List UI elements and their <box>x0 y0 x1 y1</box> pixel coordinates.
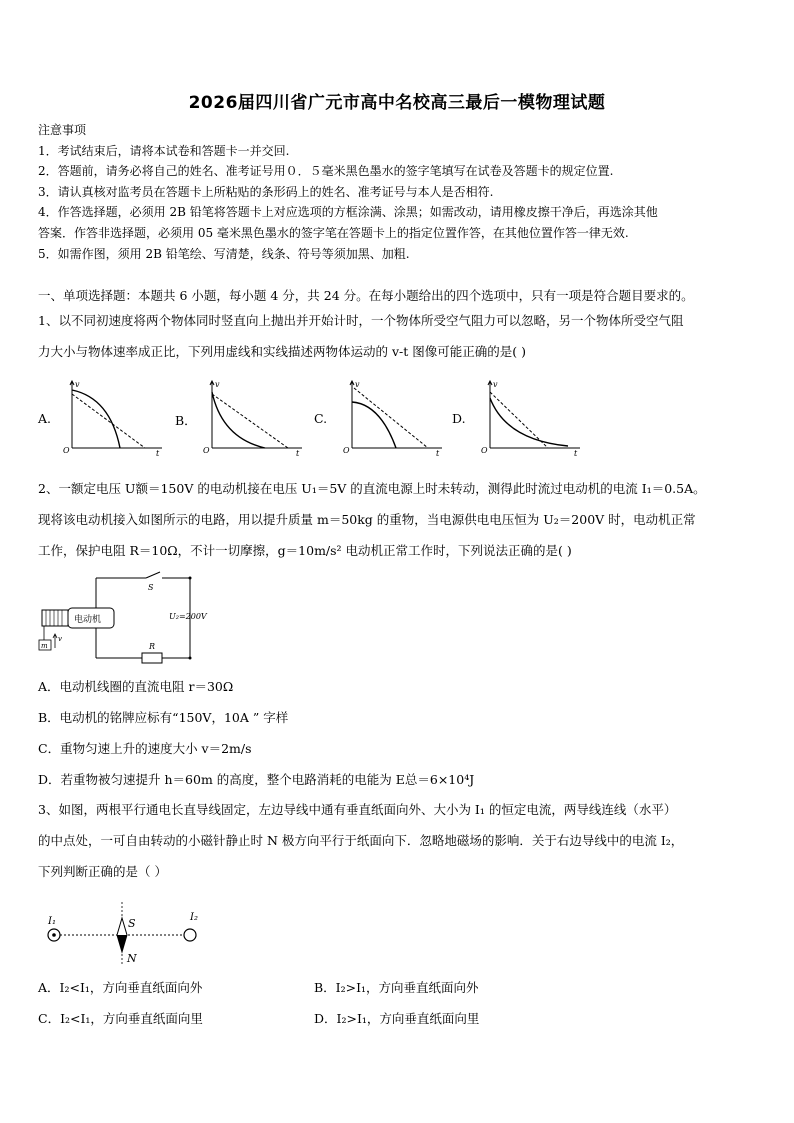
switch-label: S <box>148 583 154 592</box>
right-wire-symbol <box>184 929 196 941</box>
terminal-dot <box>189 577 192 580</box>
notice-item: 答案．作答非选择题，必须用 05 毫米黑色墨水的签字笔在答题卡上的指定位置作答，在其他位置作答一律无效. <box>38 226 629 240</box>
q1-stem: 1、以不同初速度将两个物体同时竖直向上抛出并开始计时，一个物体所受空气阻力可以忽略，另一个物体所受空气阻 <box>38 313 684 328</box>
q2-stem: 现将该电动机接入如图所示的电路，用以提升质量 m＝50kg 的重物，当电源供电电压恒为 U₂＝200V 时，电动机正常 <box>38 512 696 527</box>
q2-option-b: B．电动机的铭牌应标有“150V，10A ” 字样 <box>38 710 289 725</box>
q3-option-b: B．I₂>I₁，方向垂直纸面向外 <box>314 980 479 995</box>
voltage-label: U₂=200V <box>169 612 207 621</box>
dashed-line <box>354 388 428 448</box>
q1-option-label: A. <box>38 411 52 426</box>
q3-stem: 3、如图，两根平行通电长直导线固定，左边导线中通有垂直纸面向外、大小为 I₁ 的恒定电流，两导线连线（水平） <box>38 802 677 817</box>
motor-circuit-diagram <box>38 570 228 668</box>
q3-option-d: D．I₂>I₁，方向垂直纸面向里 <box>314 1011 480 1026</box>
q2-option-d: D．若重物被匀速提升 h＝60m 的高度，整个电路消耗的电能为 E总＝6×10⁴J <box>38 772 475 787</box>
notice-item: 1．考试结束后，请将本试卷和答题卡一并交回. <box>38 144 290 158</box>
dot-icon <box>52 933 56 937</box>
solid-curve <box>490 398 568 446</box>
page-title: 2026届四川省广元市高中名校高三最后一模物理试题 <box>188 93 606 113</box>
wire-right-label: I₂ <box>190 912 198 923</box>
v-label: v <box>355 380 360 389</box>
q3-stem: 下列判断正确的是（ ） <box>38 864 167 879</box>
t-label: t <box>156 449 160 456</box>
resistor-label: R <box>149 642 156 651</box>
dashed-line <box>490 392 548 448</box>
notice-item: 5．如需作图，须用 2B 铅笔绘、写清楚，线条、符号等须加黑、加粗. <box>38 247 410 261</box>
q1-stem: 力大小与物体速率成正比，下列用虚线和实线描述两物体运动的 v-t 图像可能正确的是( ) <box>38 344 526 359</box>
q1-option-label: C. <box>314 411 328 426</box>
t-label: t <box>436 449 440 456</box>
v-label: v <box>215 380 220 389</box>
q3-option-a: A．I₂<I₁，方向垂直纸面向外 <box>38 980 203 995</box>
needle-north-half <box>117 935 127 952</box>
solid-curve <box>212 392 265 448</box>
q3-option-c: C．I₂<I₁，方向垂直纸面向里 <box>38 1011 203 1026</box>
q3-stem: 的中点处，一可自由转动的小磁针静止时 N 极方向平行于纸面向下．忽略地磁场的影响．关于右边导线中的电流 I₂， <box>38 833 684 848</box>
v-label: v <box>75 380 80 389</box>
section-heading: 一、单项选择题：本题共 6 小题，每小题 4 分，共 24 分。在每小题给出的四个选项中，只有一项是符合题目要求的。 <box>38 288 694 303</box>
v-label: v <box>493 380 498 389</box>
notice-item: 4．作答选择题，必须用 2B 铅笔将答题卡上对应选项的方框涂满、涂黑；如需改动，请用橡皮擦干净后，再选涂其他 <box>38 205 658 219</box>
q2-stem: 2、一额定电压 U额＝150V 的电动机接在电压 U₁＝5V 的直流电源上时未转动，测得此时流过电动机的电流 I₁＝0.5A。 <box>38 481 706 496</box>
vt-graph-b <box>200 378 310 456</box>
vt-graph-d <box>478 378 588 456</box>
motor-label: 电动机 <box>74 615 102 625</box>
solid-curve <box>352 402 396 448</box>
velocity-label: v <box>58 635 62 643</box>
mass-label: m <box>41 642 48 650</box>
vt-graph-a <box>60 378 170 456</box>
t-label: t <box>574 449 578 456</box>
notice-heading: 注意事项 <box>38 123 87 137</box>
compass-wires-diagram <box>40 896 210 966</box>
t-label: t <box>296 449 300 456</box>
origin-label: O <box>203 446 210 455</box>
wire-left-label: I₁ <box>48 916 56 927</box>
q2-option-c: C．重物匀速上升的速度大小 v＝2m/s <box>38 741 252 756</box>
notice-item: 2．答题前，请务必将自己的姓名、准考证号用０．５毫米黑色墨水的签字笔填写在试卷及答题卡的规定位置. <box>38 164 614 178</box>
solid-curve <box>72 390 120 448</box>
origin-label: O <box>481 446 488 455</box>
origin-label: O <box>63 446 70 455</box>
terminal-dot <box>189 657 192 660</box>
q1-option-label: B． <box>175 413 197 428</box>
switch-blade <box>146 572 160 578</box>
origin-label: O <box>343 446 350 455</box>
dashed-line <box>72 394 145 448</box>
q2-option-a: A．电动机线圈的直流电阻 r＝30Ω <box>38 679 234 694</box>
vt-graph-c <box>340 378 450 456</box>
q1-option-label: D. <box>452 411 466 426</box>
south-pole-label: S <box>128 917 136 930</box>
notice-item: 3．请认真核对监考员在答题卡上所粘贴的条形码上的姓名、准考证号与本人是否相符. <box>38 185 494 199</box>
north-pole-label: N <box>127 952 137 965</box>
q2-stem: 工作，保护电阻 R＝10Ω，不计一切摩擦，g＝10m/s² 电动机正常工作时，下列说法正确的是( ) <box>38 543 572 558</box>
resistor <box>142 653 162 663</box>
